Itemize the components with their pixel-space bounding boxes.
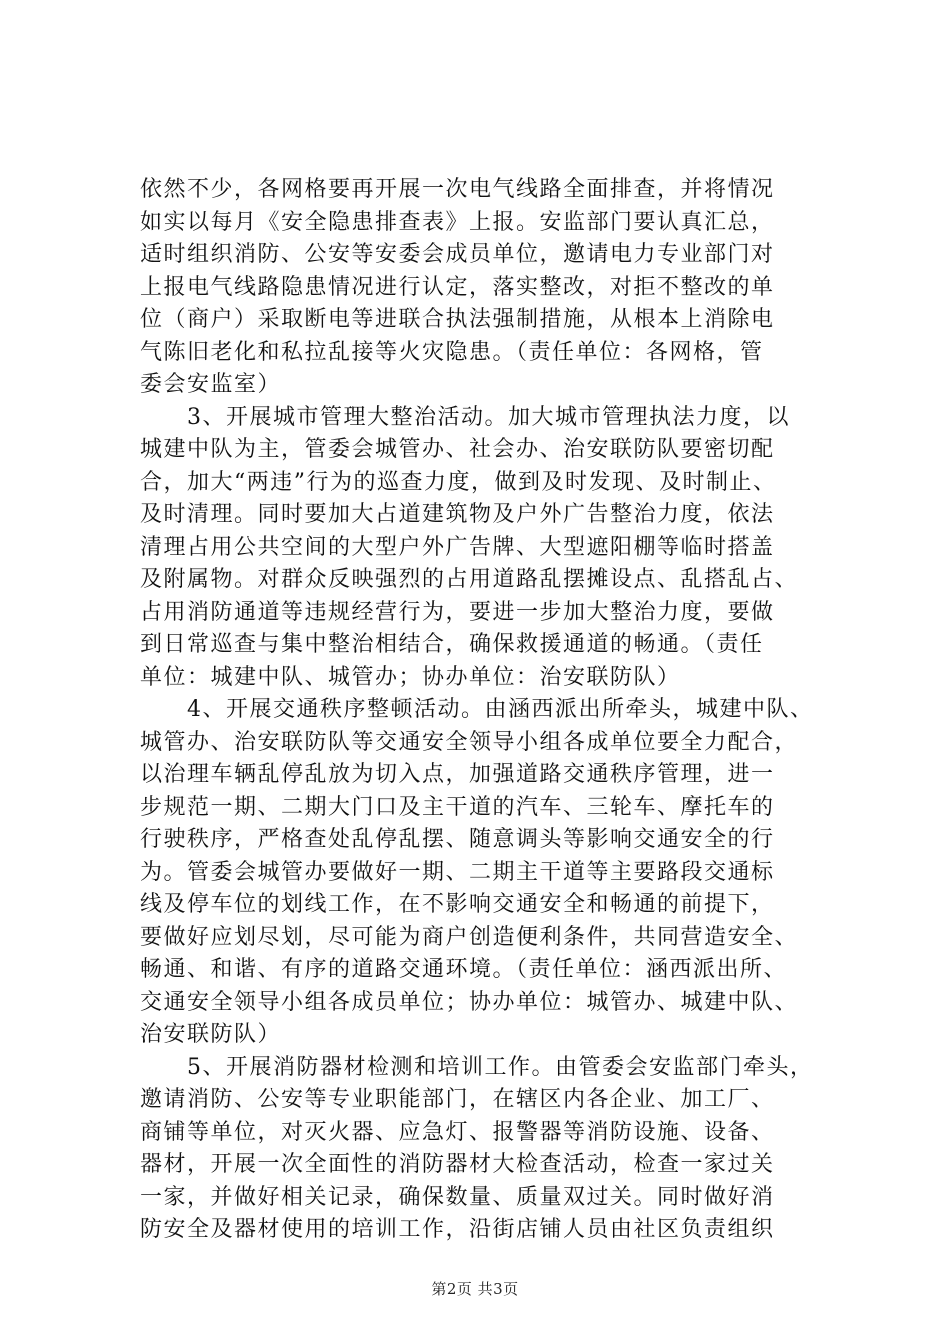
text-line: 如实以每月《安全隐患排查表》上报。安监部门要认真汇总， [140, 209, 775, 235]
text-line: 5、开展消防器材检测和培训工作。由管委会安监部门牵头， [140, 1054, 814, 1080]
text-line: 城管办、治安联防队等交通安全领导小组各成单位要全力配合， [140, 729, 799, 755]
text-line: 到日常巡查与集中整治相结合，确保救援通道的畅通。（责任 [140, 632, 764, 657]
text-line: 交通安全领导小组各成员单位；协办单位：城管办、城建中队、 [140, 989, 799, 1015]
text-line: 清理占用公共空间的大型户外广告牌、大型遮阳棚等临时搭盖 [140, 534, 775, 560]
text-line: 畅通、和谐、有序的道路交通环境。（责任单位：涵西派出所、 [140, 957, 788, 982]
text-line: 委会安监室） [140, 372, 282, 397]
text-line: 步规范一期、二期大门口及主干道的汽车、三轮车、摩托车的 [140, 794, 775, 820]
text-line: 合，加大“两违”行为的巡查力度，做到及时发现、及时制止、 [140, 469, 777, 495]
text-line: 及时清理。同时要加大占道建筑物及户外广告整治力度，依法 [140, 502, 775, 527]
text-line: 上报电气线路隐患情况进行认定，落实整改，对拒不整改的单 [140, 274, 775, 300]
text-line: 位（商户）采取断电等进联合执法强制措施，从根本上消除电 [140, 307, 775, 332]
text-line: 防安全及器材使用的培训工作，沿街店铺人员由社区负责组织 [140, 1217, 775, 1242]
page-number-footer: 第2页 共3页 [431, 1280, 519, 1298]
text-line: 要做好应划尽划，尽可能为商户创造便利条件，共同营造安全、 [140, 924, 799, 950]
text-line: 一家，并做好相关记录，确保数量、质量双过关。同时做好消 [140, 1184, 775, 1210]
text-line: 占用消防通道等违规经营行为，要进一步加大整治力度，要做 [140, 599, 775, 625]
text-line: 适时组织消防、公安等安委会成员单位，邀请电力专业部门对 [140, 242, 775, 267]
text-line: 治安联防队） [140, 1022, 282, 1047]
text-line: 邀请消防、公安等专业职能部门，在辖区内各企业、加工厂、 [140, 1087, 775, 1112]
text-line: 及附属物。对群众反映强烈的占用道路乱摆摊设点、乱搭乱占、 [140, 567, 799, 592]
text-line: 商铺等单位，对灭火器、应急灯、报警器等消防设施、设备、 [140, 1119, 775, 1145]
text-line: 单位：城建中队、城管办；协办单位：治安联防队） [140, 664, 681, 690]
text-line: 4、开展交通秩序整顿活动。由涵西派出所牵头，城建中队、 [140, 697, 814, 722]
text-line: 以治理车辆乱停乱放为切入点，加强道路交通秩序管理，进一 [140, 762, 775, 787]
text-line: 行驶秩序，严格查处乱停乱摆、随意调头等影响交通安全的行 [140, 827, 775, 852]
text-line: 为。管委会城管办要做好一期、二期主干道等主要路段交通标 [140, 859, 775, 885]
text-line: 器材，开展一次全面性的消防器材大检查活动，检查一家过关 [140, 1152, 775, 1177]
text-line: 3、开展城市管理大整治活动。加大城市管理执法力度，以 [140, 404, 790, 430]
text-line: 线及停车位的划线工作，在不影响交通安全和畅通的前提下， [140, 892, 775, 917]
text-line: 城建中队为主，管委会城管办、社会办、治安联防队要密切配 [140, 437, 775, 462]
document-body [140, 174, 840, 1247]
text-line: 依然不少，各网格要再开展一次电气线路全面排查，并将情况 [140, 177, 775, 202]
text-line: 气陈旧老化和私拉乱接等火灾隐患。（责任单位：各网格，管 [140, 339, 764, 365]
